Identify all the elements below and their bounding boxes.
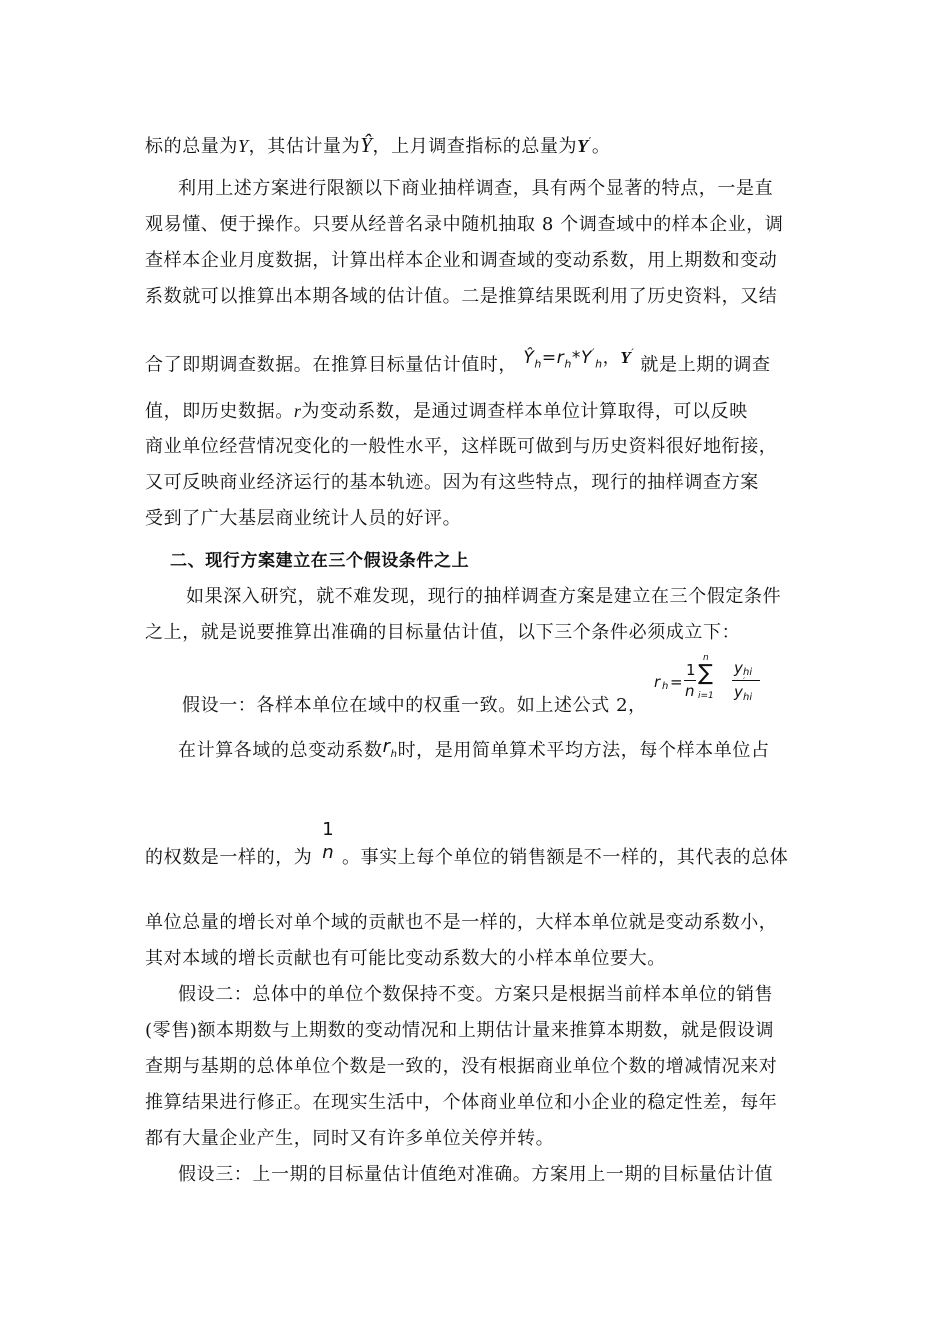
fraction-bar [684,680,696,681]
text-run: ，其估计量为 [248,136,361,157]
paragraph-line: 。事实上每个单位的销售额是不一样的，其代表的总体 [342,847,789,868]
math-Y-hat: Ŷ [523,347,535,368]
paragraph-line: 观易懂、便于操作。只要从经普名录中随机抽取 8 个调查域中的样本企业，调 [145,214,784,235]
text-run: 。 [591,136,611,157]
subscript: h [662,681,669,692]
text-run: 就是上期的调查 [640,354,771,376]
sum-upper: n [703,653,709,663]
math-r: r [293,401,302,421]
math-r: r [556,347,565,368]
paragraph-line: 单位总量的增长对单个域的贡献也不是一样的，大样本单位就是变动系数小， [145,912,778,933]
math-n: n [322,842,334,863]
paragraph-line: 查期与基期的总体单位个数是一致的，没有根据商业单位个数的增减情况来对 [145,1056,778,1077]
math-r: r [382,736,391,757]
comma: ， [602,347,621,368]
paragraph-line: 如果深入研究，就不难发现，现行的抽样调查方案是建立在三个假定条件 [186,586,782,607]
text-run: 合了即期调查数据。在推算目标量估计值时， [145,354,517,376]
paragraph-line: 利用上述方案进行限额以下商业抽样调查，具有两个显著的特点，一是直 [178,178,774,199]
math-Y-hat: Ŷ [360,133,373,157]
paragraph-line: 假设一：各样本单位在域中的权重一致。如上述公式 2， [182,695,647,716]
math-y: y [734,659,743,677]
paragraph-line: 商业单位经营情况变化的一般性水平，这样既可做到与历史资料很好地衔接， [145,436,778,457]
math-n: n [685,682,695,700]
subscript: h [534,357,542,371]
paragraph-line [145,129,610,160]
text-run: 为变动系数，是通过调查样本单位计算取得，可以反映 [301,401,748,422]
fraction-1-over-n [316,818,340,864]
subscript: h [595,357,603,371]
subscript: h [390,748,398,760]
paragraph-line: 系数就可以推算出本期各域的估计值。二是推算结果既利用了历史资料，又结 [145,286,778,307]
paragraph-line [145,348,771,385]
sum-lower: i=1 [698,691,714,701]
text-run: 值，即历史数据。 [145,401,294,422]
paragraph-line: 之上，就是说要推算出准确的目标量估计值，以下三个条件必须成立下： [145,622,741,643]
prime-mark: ′ [592,346,596,359]
math-y: y [734,683,743,701]
text-run: ，上月调查指标的总量为 [372,136,578,157]
math-one: 1 [686,661,696,679]
paragraph-line [145,398,748,425]
paragraph-line: 假设二：总体中的单位个数保持不变。方案只是根据当前样本单位的销售 [178,984,774,1005]
math-Y: Y [238,136,249,156]
math-one: 1 [322,819,334,840]
prime-mark: ′ [588,135,592,148]
math-Y: Y [581,347,593,368]
subscript: hi [743,692,753,703]
text-run: 标的总量为 [145,136,238,157]
math-Y-prime: Y [577,136,589,156]
paragraph-line: 推算结果进行修正。在现实生活中，个体商业单位和小企业的稳定性差，每年 [145,1092,778,1113]
multiply-sign: * [571,347,582,368]
paragraph-line: (零售)额本期数与上期数的变动情况和上期估计量来推算本期数，就是假设调 [145,1020,775,1041]
formula-yh [523,346,640,371]
section-heading: 二、现行方案建立在三个假设条件之上 [170,551,470,571]
text-run: 的权数是一样的，为 [145,847,313,868]
text-run: 在计算各域的总变动系数 [178,740,383,761]
fraction-bar [732,680,760,681]
text-run: 时，是用简单算术平均方法，每个样本单位占 [397,740,770,761]
paragraph-line: 假设三：上一期的目标量估计值绝对准确。方案用上一期的目标量估计值 [178,1164,774,1185]
subscript: hi [743,667,753,678]
sum-symbol: ∑ [698,661,713,686]
subscript: h [564,357,572,371]
paragraph-line [178,738,770,772]
math-Y-prime: Y [620,347,632,367]
paragraph-line [145,845,312,871]
equals-sign: = [670,673,683,691]
prime-mark: ′ [743,677,746,687]
prime-mark: ′ [631,346,635,359]
paragraph-line: 其对本域的增长贡献也有可能比变动系数大的小样本单位要大。 [145,948,666,969]
paragraph-line: 查样本企业月度数据，计算出样本企业和调查域的变动系数，用上期数和变动 [145,250,778,271]
equals-sign: = [541,347,557,368]
paragraph-line: 又可反映商业经济运行的基本轨迹。因为有这些特点，现行的抽样调查方案 [145,472,759,493]
paragraph-line: 受到了广大基层商业统计人员的好评。 [145,508,462,529]
math-r: r [654,673,661,691]
paragraph-line: 都有大量企业产生，同时又有许多单位关停并转。 [145,1128,555,1149]
